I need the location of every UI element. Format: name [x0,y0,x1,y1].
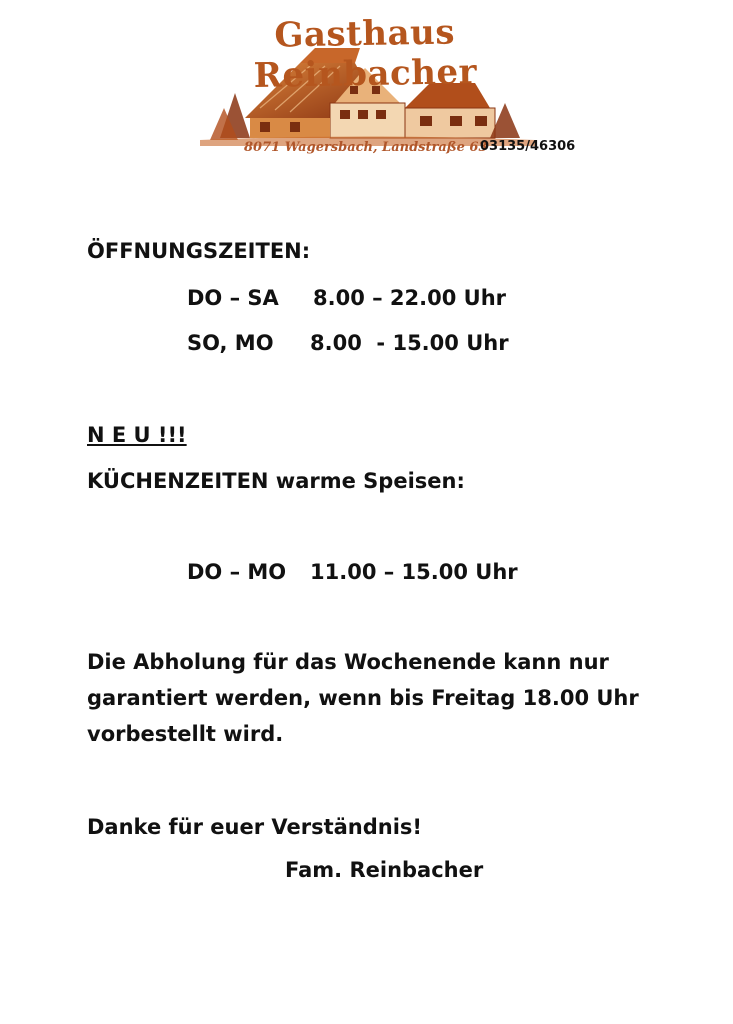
kitchen-hours-heading: KÜCHENZEITEN warme Speisen: [87,469,465,493]
opening-days-2: SO, MO [187,331,274,355]
signature: Fam. Reinbacher [285,858,484,882]
logo-title: Gasthaus Reinbacher [253,12,478,96]
news-heading: N E U !!! [87,423,187,447]
pickup-line-3: vorbestellt wird. [87,722,284,746]
opening-hours-1: 8.00 – 22.00 Uhr [313,286,507,310]
opening-hours-2: 8.00 - 15.00 Uhr [310,331,509,355]
opening-hours-heading: ÖFFNUNGSZEITEN: [87,239,311,263]
thanks-text: Danke für euer Verständnis! [87,815,422,839]
logo-address: 8071 Wagersbach, Landstraße 63 [244,140,488,155]
phone-number: 03135/46306 [480,139,576,154]
kitchen-hours: 11.00 – 15.00 Uhr [310,560,518,584]
pickup-line-2: garantiert werden, wenn bis Freitag 18.00 Uhr [87,686,639,710]
opening-days-1: DO – SA [187,286,279,310]
kitchen-days: DO – MO [187,560,287,584]
pickup-line-1: Die Abholung für das Wochenende kann nur [87,650,609,674]
